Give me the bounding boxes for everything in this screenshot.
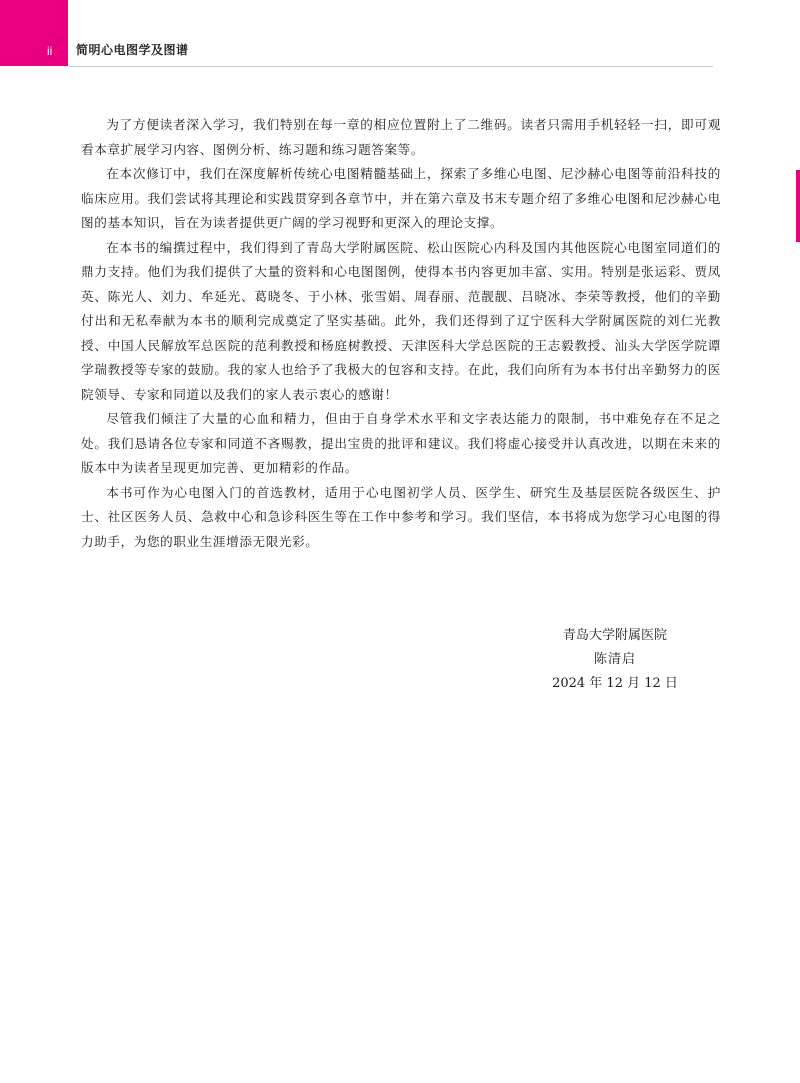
- paragraph-revision: 在本次修订中，我们在深度解析传统心电图精髓基础上，探索了多维心电图、尼沙赫心电图等前沿科技的临床应用。我们尝试将其理论和实践贯穿到各章节中，并在第六章及书末专题介绍了多维心电图和尼沙赫心电图的基本知识，旨在为读者提供更广阔的学习视野和更深入的理论支撑。: [81, 166, 721, 230]
- signature-author: 陈清启: [593, 652, 636, 667]
- paragraph-feedback: 尽管我们倾注了大量的心血和精力，但由于自身学术水平和文字表达能力的限制，书中难免存在不足之处。我们恳请各位专家和同道不吝赐教，提出宝贵的批评和建议。我们将虚心接受并认真改进，以期在未来的版本中为读者呈现更加完善、更加精彩的作品。: [81, 411, 721, 475]
- chapter-edge-marker: [796, 170, 800, 242]
- page-number-tab: [0, 0, 68, 66]
- preface-body: [81, 113, 721, 554]
- signature-block: [545, 624, 685, 696]
- running-head-title: 简明心电图学及图谱: [76, 43, 189, 57]
- signature-institution: 青岛大学附属医院: [562, 628, 667, 643]
- paragraph-acknowledgements: 在本书的编撰过程中，我们得到了青岛大学附属医院、松山医院心内科及国内其他医院心电图室同道们的鼎力支持。他们为我们提供了大量的资料和心电图图例，使得本书内容更加丰富、实用。特别是张运彩、贾凤英、陈光人、刘力、牟延光、葛晓冬、于小林、张雪娟、周春丽、范靓靓、吕晓冰、李荣等教授，他们的辛勤付出和无私奉献为本书的顺利完成奠定了坚实基础。此外，我们还得到了辽宁医科大学附属医院的刘仁光教授、中国人民解放军总医院的范利教授和杨庭树教授、天津医科大学总医院的王志毅教授、汕头大学医学院谭学瑞教授等专家的鼓励。我的家人也给予了我极大的包容和支持。在此，我们向所有为本书付出辛勤努力的医院领导、专家和同道以及我们的家人表示衷心的感谢！: [81, 239, 721, 402]
- header-divider: [68, 66, 713, 67]
- paragraph-qr-codes: 为了方便读者深入学习，我们特别在每一章的相应位置附上了二维码。读者只需用手机轻轻一扫，即可观看本章扩展学习内容、图例分析、练习题和练习题答案等。: [81, 117, 721, 157]
- page-number: ii: [47, 44, 53, 58]
- paragraph-audience: 本书可作为心电图入门的首选教材，适用于心电图初学人员、医学生、研究生及基层医院各级医生、护士、社区医务人员、急救中心和急诊科医生等在工作中参考和学习。我们坚信，本书将成为您学习心电图的得力助手，为您的职业生涯增添无限光彩。: [81, 484, 721, 549]
- signature-date: 2024 年 12 月 12 日: [552, 676, 678, 691]
